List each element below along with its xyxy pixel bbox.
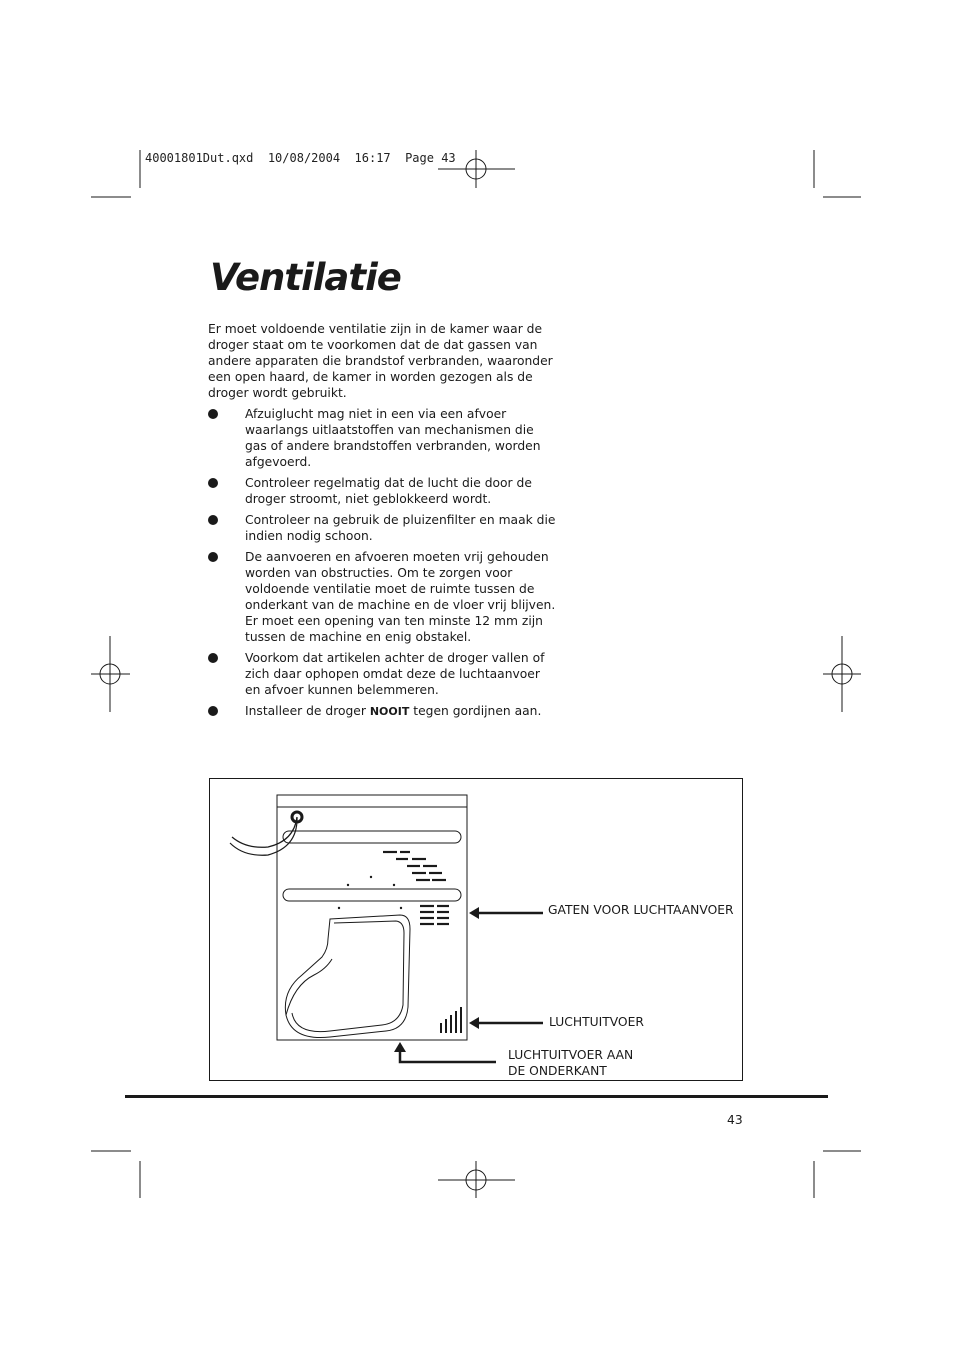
list-item — [208, 475, 558, 507]
bullet-icon — [208, 653, 218, 663]
list-item — [208, 650, 558, 698]
indicator-dots — [338, 876, 402, 909]
label-bottom-outlet-line1: LUCHTUITVOER AAN — [508, 1048, 634, 1062]
bullet-list — [208, 406, 558, 720]
list-item — [208, 512, 558, 544]
air-intake-slots — [383, 852, 449, 924]
bullet-text-after: tegen gordijnen aan. — [409, 704, 542, 718]
bullet-icon — [208, 706, 218, 716]
bullet-icon — [208, 515, 218, 525]
dryer-diagram — [209, 778, 743, 1081]
bullet-text: Voorkom dat artikelen achter de droger vallen of zich daar ophopen omdat deze de luchtaanvoer en afvoer kunnen belemmeren. — [245, 651, 545, 697]
arrow-bottom-outlet — [400, 1049, 496, 1062]
list-item — [208, 549, 558, 645]
print-slug: 40001801Dut.qxd 10/08/2004 16:17 Page 43 — [145, 151, 456, 165]
page-number: 43 — [727, 1113, 743, 1127]
bullet-icon — [208, 409, 218, 419]
list-item — [208, 406, 558, 470]
label-bottom-outlet — [508, 1047, 633, 1079]
label-air-intake: GATEN VOOR LUCHTAANVOER — [548, 903, 734, 917]
bullet-icon — [208, 552, 218, 562]
control-panel-bar-lower — [283, 889, 461, 901]
intro-paragraph: Er moet voldoende ventilatie zijn in de kamer waar de droger staat om te voorkomen dat de dat gassen van andere apparaten die brandstof verbranden, waaronder een open haard, de kamer in worden gezogen als de droger wordt gebruikt. — [208, 322, 553, 400]
label-air-outlet: LUCHTUITVOER — [549, 1015, 644, 1029]
bullet-text: De aanvoeren en afvoeren moeten vrij gehouden worden van obstructies. Om te zorgen voor voldoende ventilatie moet de ruimte tussen de onderkant van de machine en de vloer vrij blijven. Er moet een opening van ten minste 12 mm zijn tussen de machine en enig obstakel. — [245, 550, 556, 644]
air-outlet-slots — [441, 1007, 461, 1033]
list-item — [208, 703, 558, 720]
ventilation-text — [208, 321, 558, 725]
dryer-illustration — [210, 779, 744, 1082]
label-bottom-outlet-line2: DE ONDERKANT — [508, 1064, 607, 1078]
bullet-text-before: Installeer de droger — [245, 704, 370, 718]
bullet-icon — [208, 478, 218, 488]
page-title: Ventilatie — [210, 256, 401, 299]
emphasis-never: NOOIT — [369, 705, 410, 718]
bullet-text: Afzuiglucht mag niet in een via een afvoer waarlangs uitlaatstoffen van mechanismen die gas of andere brandstoffen verbranden, worden afgevoerd. — [245, 407, 541, 469]
bullet-text: Controleer regelmatig dat de lucht die door de droger stroomt, niet geblokkeerd wordt. — [245, 476, 532, 506]
control-panel-bar — [283, 831, 461, 843]
bullet-text: Controleer na gebruik de pluizenfilter en maak die indien nodig schoon. — [245, 513, 556, 543]
door-outline — [285, 915, 410, 1038]
footer-rule — [125, 1095, 828, 1098]
